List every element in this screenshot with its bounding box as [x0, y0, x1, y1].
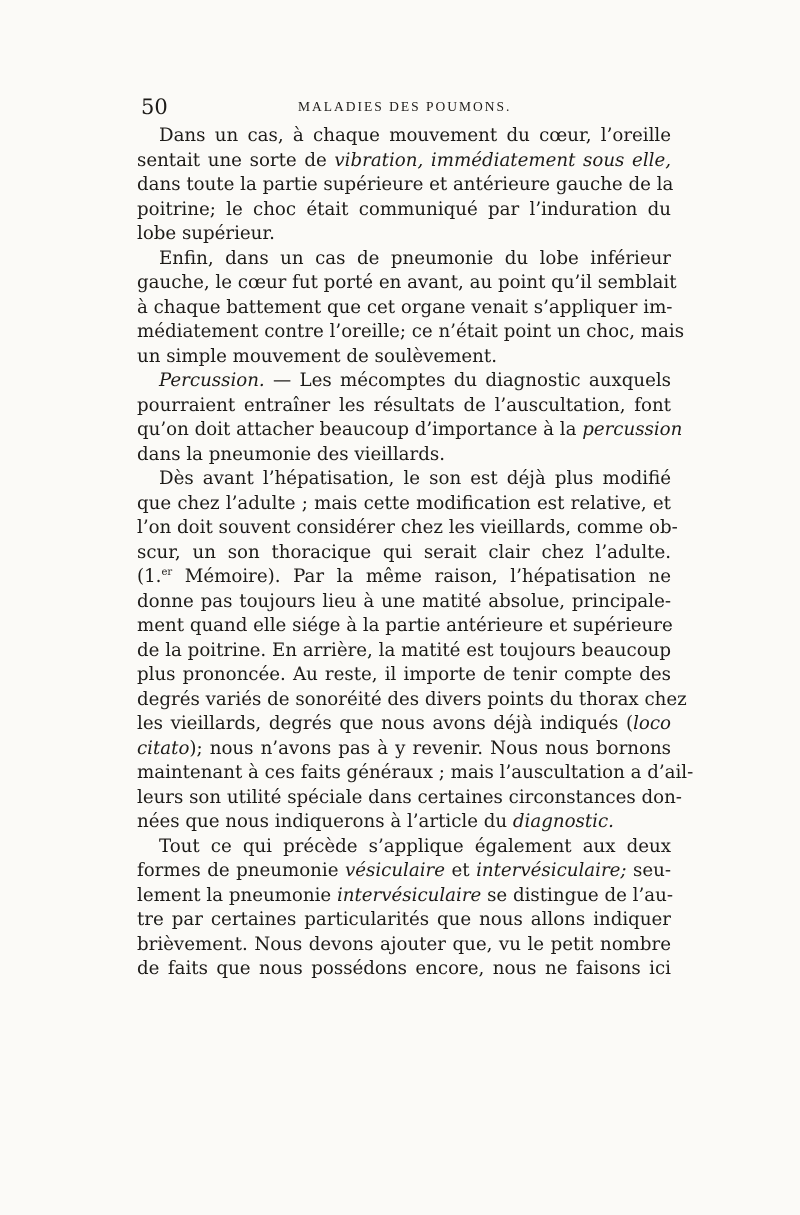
italic-run: intervésiculaire	[336, 884, 482, 906]
text-run: tre par certaines particularités que nous allons indiquer	[137, 909, 671, 930]
text-line	[137, 271, 677, 296]
text-line	[137, 516, 678, 541]
text-run: Tout ce qui précède s’applique également aux deux	[159, 835, 671, 857]
text-line	[137, 957, 671, 982]
text-run: ment quand elle siége à la partie antérieure et supérieure	[137, 615, 673, 636]
text-run: leurs son utilité spéciale dans certaines circonstances don-	[137, 786, 682, 808]
italic-run: Percussion.	[159, 370, 265, 391]
text-run: Mémoire). Par la même raison, l’hépatisation ne	[172, 566, 671, 587]
text-line	[137, 222, 671, 247]
text-run: dans la pneumonie des vieillards.	[137, 443, 445, 465]
page-header	[141, 95, 671, 119]
text-line	[137, 394, 671, 419]
text-run: à chaque battement que cet organe venait s’appliquer im-	[137, 296, 673, 318]
text-run: formes de pneumonie	[137, 860, 345, 881]
text-run: — Les mécomptes du diagnostic auxquels	[264, 370, 671, 391]
text-run: les vieillards, degrés que nous avons déjà indiqués (	[137, 713, 634, 734]
text-line	[137, 614, 671, 639]
text-line	[137, 737, 671, 762]
text-line	[137, 933, 671, 958]
text-line	[137, 369, 671, 394]
text-line	[137, 786, 682, 811]
text-run: sentait une sorte de	[137, 149, 335, 171]
text-line	[137, 639, 671, 664]
text-line	[137, 884, 671, 909]
text-line	[137, 173, 674, 198]
text-line	[137, 320, 685, 345]
text-run: lement la pneumonie	[137, 884, 337, 906]
text-line	[137, 149, 671, 174]
text-run: un simple mouvement de soulèvement.	[137, 345, 497, 367]
text-run: brièvement. Nous devons ajouter que, vu le petit nombre	[137, 933, 671, 955]
text-run: (1.	[137, 566, 162, 587]
text-line	[137, 467, 671, 492]
text-line	[137, 835, 671, 860]
text-line	[137, 492, 671, 517]
text-run: de la poitrine. En arrière, la matité est toujours beaucoup	[137, 639, 671, 661]
italic-run: loco	[633, 713, 671, 734]
text-line	[137, 247, 671, 272]
text-run: se distingue de l’au-	[481, 884, 673, 906]
text-line	[137, 859, 671, 884]
text-line	[137, 663, 671, 688]
text-run: de faits que nous possédons encore, nous ne faisons ici	[137, 958, 671, 979]
italic-run: citato	[137, 737, 190, 759]
text-run: que chez l’adulte ; mais cette modification est relative, et	[137, 492, 671, 514]
text-run: maintenant à ces faits généraux ; mais l’auscultation a d’ail-	[137, 762, 694, 783]
text-run: Enfin, dans un cas de pneumonie du lobe inférieur	[159, 247, 671, 269]
text-run: qu’on doit attacher beaucoup d’importance à la	[137, 419, 583, 440]
text-run: gauche, le cœur fut porté en avant, au point qu’il semblait	[137, 272, 677, 293]
text-line	[137, 565, 671, 590]
text-run: Dès avant l’hépatisation, le son est déjà plus modifié	[159, 468, 671, 489]
text-line	[137, 296, 671, 321]
text-line	[137, 761, 694, 786]
text-run: donne pas toujours lieu à une matité absolue, principale-	[137, 590, 671, 612]
text-run: médiatement contre l’oreille; ce n’était point un choc, mais	[137, 321, 685, 342]
text-line	[137, 810, 671, 835]
text-line	[137, 124, 671, 149]
text-line	[137, 908, 671, 933]
text-run: seu-	[626, 860, 671, 881]
text-run: pourraient entraîner les résultats de l’auscultation, font	[137, 394, 671, 416]
superscript: er	[161, 567, 173, 578]
text-run: scur, un son thoracique qui serait clair chez l’adulte.	[137, 541, 671, 563]
text-run: poitrine; le choc était communiqué par l’induration du	[137, 198, 671, 220]
text-run: Dans un cas, à chaque mouvement du cœur, l’oreille	[159, 125, 671, 146]
italic-run: vésiculaire	[344, 860, 445, 881]
text-line	[137, 198, 671, 223]
text-run: nées que nous indiquerons à l’article du	[137, 811, 513, 832]
text-line	[137, 541, 671, 566]
body-text	[137, 124, 694, 982]
text-line	[137, 688, 687, 713]
text-run: ); nous n’avons pas à y revenir. Nous nous bornons	[189, 737, 671, 759]
text-line	[137, 345, 671, 370]
italic-run: vibration, immédiatement sous elle,	[334, 149, 672, 171]
text-run: plus prononcée. Au reste, il importe de tenir compte des	[137, 664, 671, 685]
text-line	[137, 712, 671, 737]
text-run: et	[445, 860, 477, 881]
text-line	[137, 418, 683, 443]
page-number: 50	[141, 95, 168, 119]
running-title: MALADIES DES POUMONS.	[298, 99, 512, 114]
italic-run: intervésiculaire;	[476, 860, 627, 881]
text-line	[137, 590, 671, 615]
text-run: l’on doit souvent considérer chez les vieillards, comme ob-	[137, 517, 678, 538]
text-line	[137, 443, 671, 468]
italic-run: diagnostic.	[512, 811, 614, 832]
italic-run: percussion	[582, 419, 683, 440]
text-run: degrés variés de sonoréité des divers points du thorax chez	[137, 688, 687, 710]
text-run: dans toute la partie supérieure et antérieure gauche de la	[137, 174, 674, 195]
text-run: lobe supérieur.	[137, 223, 275, 244]
